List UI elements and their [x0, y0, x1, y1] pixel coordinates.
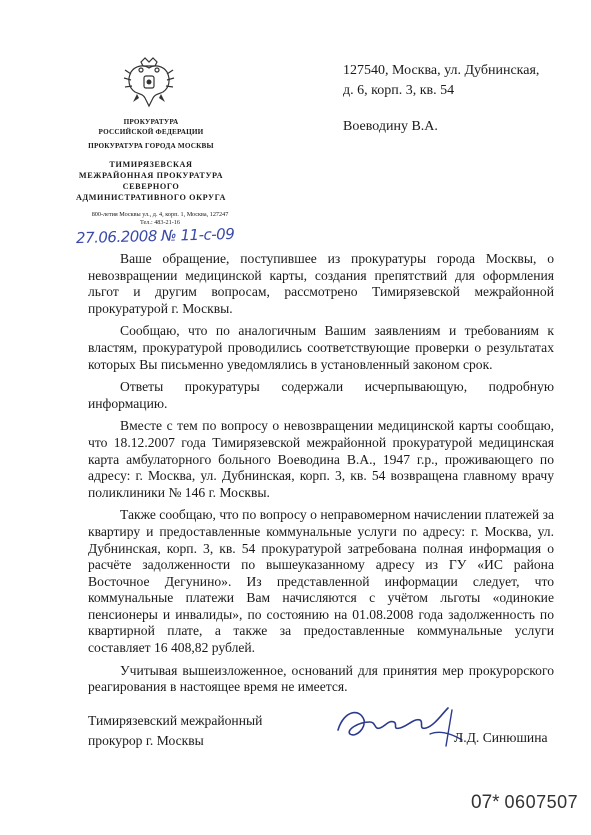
serial-number: 0607507: [504, 792, 579, 812]
paragraph-3: Ответы прокуратуры содержали исчерпывающую, подробную информацию.: [88, 379, 554, 411]
coat-of-arms-icon: [123, 56, 175, 112]
recipient-address-line-2: д. 6, корп. 3, кв. 54: [343, 83, 455, 98]
signatory-title-line-2: прокурор г. Москвы: [88, 733, 204, 748]
sender-phone: Тел.: 483-21-16: [140, 219, 180, 226]
recipient-address-line-1: 127540, Москва, ул. Дубнинская,: [343, 63, 540, 78]
paragraph-4: Вместе с тем по вопросу о невозвращении медицинской карты сообщаю, что 18.12.2007 года Тимирязевской межрайонной прокуратурой медицинская карта амбулаторного больного Воеводина В.А., 1947 г.р., проживающего по адресу: г. Москва, ул. Дубнинская, корп. 3, кв. 54 возвращена главному врачу поликлиники № 146 г. Москвы.: [88, 418, 554, 500]
org-line-1: ПРОКУРАТУРА: [123, 118, 179, 126]
org-line-3: ПРОКУРАТУРА ГОРОДА МОСКВЫ: [88, 142, 214, 150]
unit-line-4: АДМИНИСТРАТИВНОГО ОКРУГА: [75, 193, 227, 202]
registration-stamp: 27.06.2008 № 11-с-09: [75, 224, 235, 248]
paragraph-6: Учитывая вышеизложенное, оснований для принятия мер прокурорского реагирования в настоящее время не имеется.: [88, 662, 554, 695]
unit-line-1: ТИМИРЯЗЕВСКАЯ: [109, 160, 193, 169]
letter-body: [88, 251, 554, 702]
signatory-title-line-1: Тимирязевский межрайонный: [88, 713, 263, 728]
paragraph-2: Сообщаю, что по аналогичным Вашим заявлениям и требованиям к властям, прокуратурой проводились соответствующие проверки о результатах которых Вы письменно уведомлялись в установленный законом срок.: [88, 323, 554, 372]
paragraph-1: Ваше обращение, поступившее из прокуратуры города Москвы, о невозвращении медицинской карты, создания препятствий для оформления льгот и другим вопросам, рассмотрено Тимирязевской межрайонной прокуратурой г. Москвы.: [88, 251, 554, 316]
recipient-name: Воеводину В.А.: [343, 119, 438, 134]
unit-line-2: МЕЖРАЙОННАЯ ПРОКУРАТУРА: [78, 171, 224, 180]
document-serial-number: [471, 792, 578, 814]
handwritten-signature-icon: [330, 700, 470, 748]
org-line-2: РОССИЙСКОЙ ФЕДЕРАЦИИ: [98, 128, 204, 136]
paragraph-5: Также сообщаю, что по вопросу о неправомерном начислении платежей за квартиру и предоставленные коммунальные услуги по адресу: г. Москва, ул. Дубнинская, корп. 3, кв. 54 прокуратурой затребована полная информация о расчёте задолженности по вышеуказанному адресу из ГУ «ИС района Восточное Дегунино». Из представленной информации следует, что коммунальные платежи Вам начисляются с учётом льготы «одинокие пенсионеры и инвалиды», по состоянию на 01.08.2008 года задолженность по квартирной плате, а также за предоставленные коммунальные услуги составляет 16 408,82 рублей.: [88, 507, 554, 656]
signatory-name: Л.Д. Синюшина: [454, 730, 548, 745]
serial-prefix: 07*: [471, 792, 500, 813]
signatory-title: [88, 711, 262, 751]
unit-line-3: СЕВЕРНОГО: [122, 182, 180, 191]
sender-address: 800-летия Москвы ул., д. 4, корп. 1, Москва, 127247: [91, 211, 229, 218]
